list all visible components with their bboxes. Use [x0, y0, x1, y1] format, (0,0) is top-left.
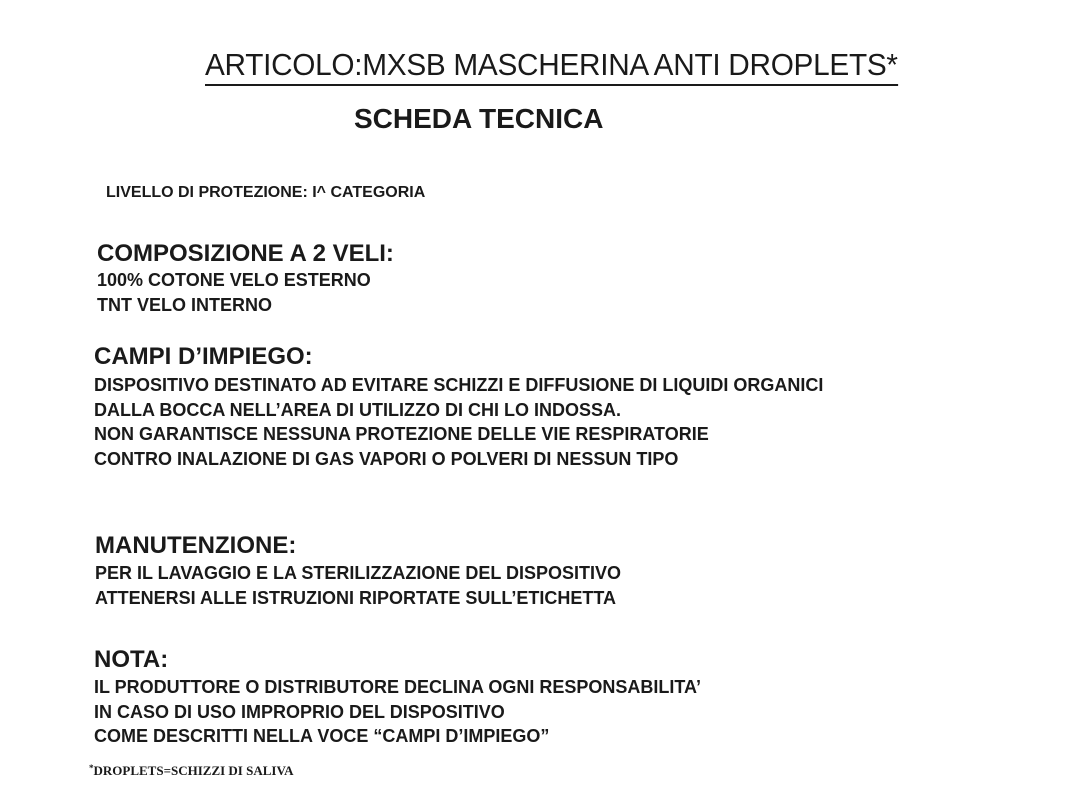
- section-heading: CAMPI D’IMPIEGO:: [94, 343, 313, 370]
- protection-level: LIVELLO DI PROTEZIONE: I^ CATEGORIA: [106, 184, 426, 201]
- section-note: [94, 646, 701, 749]
- section-usage: [94, 343, 823, 471]
- section-line: DALLA BOCCA NELL’AREA DI UTILIZZO DI CHI LO INDOSSA.: [94, 399, 621, 420]
- section-line: TNT VELO INTERNO: [97, 294, 272, 315]
- section-line: DISPOSITIVO DESTINATO AD EVITARE SCHIZZI E DIFFUSIONE DI LIQUIDI ORGANICI: [94, 375, 824, 395]
- section-composition: [97, 240, 394, 317]
- footnote: [89, 760, 294, 779]
- section-line: COME DESCRITTI NELLA VOCE “CAMPI D’IMPIEGO”: [94, 726, 550, 746]
- section-heading: MANUTENZIONE:: [95, 532, 297, 559]
- section-heading: COMPOSIZIONE A 2 VELI:: [97, 240, 394, 267]
- footnote-text: DROPLETS=SCHIZZI DI SALIVA: [93, 763, 294, 778]
- section-line: CONTRO INALAZIONE DI GAS VAPORI O POLVERI DI NESSUN TIPO: [94, 448, 679, 469]
- section-line: 100% COTONE VELO ESTERNO: [97, 270, 371, 290]
- section-line: NON GARANTISCE NESSUNA PROTEZIONE DELLE VIE RESPIRATORIE: [94, 424, 709, 444]
- section-heading: NOTA:: [94, 646, 169, 673]
- document-subtitle: SCHEDA TECNICA: [354, 103, 604, 134]
- section-line: IN CASO DI USO IMPROPRIO DEL DISPOSITIVO: [94, 701, 505, 722]
- section-line: ATTENERSI ALLE ISTRUZIONI RIPORTATE SULL’ETICHETTA: [95, 587, 616, 608]
- document-title: ARTICOLO:MXSB MASCHERINA ANTI DROPLETS*: [205, 46, 898, 86]
- footnote-marker: *: [89, 763, 94, 773]
- section-line: IL PRODUTTORE O DISTRIBUTORE DECLINA OGNI RESPONSABILITA’: [94, 677, 702, 697]
- section-maintenance: [95, 532, 621, 610]
- section-line: PER IL LAVAGGIO E LA STERILIZZAZIONE DEL DISPOSITIVO: [95, 563, 622, 583]
